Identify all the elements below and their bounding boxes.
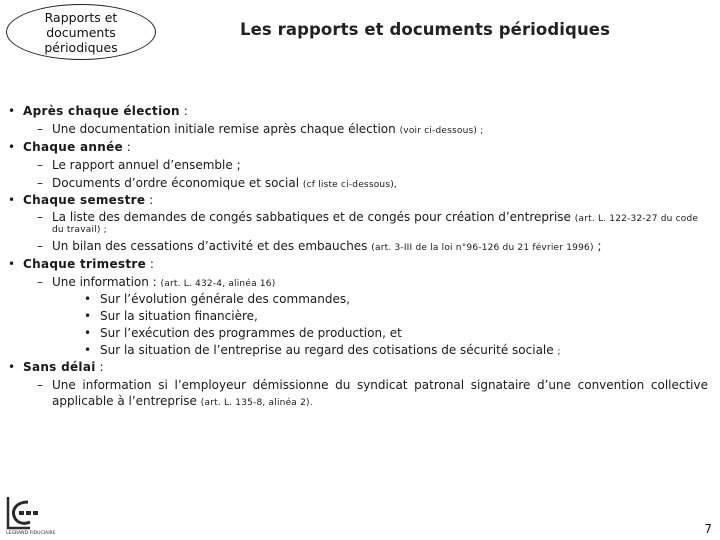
sub-sub-item: • Sur l’évolution générale des commandes, [84, 292, 350, 306]
dash-icon: – [37, 210, 43, 224]
bullet-icon: • [8, 360, 16, 374]
bullet-each-semester: • Chaque semestre : [8, 193, 154, 207]
dash-icon: – [37, 239, 43, 253]
dash-icon: – [37, 176, 43, 190]
dash-icon: – [37, 158, 43, 172]
bullet-label: Chaque semestre [23, 193, 146, 207]
dash-icon: – [37, 378, 43, 392]
sub-item: – Un bilan des cessations d’activité et des embauches (art. 3-III de la loi n°96-126 du 21 février 1996) ; [37, 239, 602, 253]
bullet-label: Après chaque élection [23, 104, 180, 118]
bullet-icon: • [8, 193, 16, 207]
sub-item: – Une information si l’employeur démissionne du syndicat patronal signataire d’une convention collective [37, 378, 708, 392]
bubble-line-1: Rapports et [44, 9, 118, 25]
bullet-label: Chaque trimestre [23, 257, 147, 271]
bullet-label: Sans délai [23, 360, 96, 374]
bullet-icon: • [84, 343, 92, 357]
sub-sub-item: • Sur la situation de l’entreprise au regard des cotisations de sécurité sociale ; [84, 343, 561, 357]
bullet-icon: • [8, 140, 16, 154]
page-title: Les rapports et documents périodiques [239, 20, 611, 39]
bubble-line-2: documents [46, 24, 116, 40]
logo-text: LEGRAND FIDUCIAIRE [6, 531, 56, 536]
sub-item: – Une documentation initiale remise après chaque élection (voir ci-dessous) ; [37, 122, 484, 136]
bullet-without-delay: • Sans délai : [8, 360, 104, 374]
sub-item-continuation: du travail) ; [52, 225, 107, 235]
bullet-label: Chaque année [23, 140, 123, 154]
sub-item: – Une information : (art. L. 432-4, alinéa 16) [37, 275, 276, 289]
bullet-each-quarter: • Chaque trimestre : [8, 257, 154, 271]
sub-item: – Le rapport annuel d’ensemble ; [37, 158, 241, 172]
bubble-line-3: périodiques [44, 39, 118, 55]
bullet-icon: • [84, 292, 92, 306]
dash-icon: – [37, 122, 43, 136]
bullet-icon: • [84, 326, 92, 340]
sub-sub-item: • Sur l’exécution des programmes de production, et [84, 326, 402, 340]
company-logo [4, 494, 74, 536]
dash-icon: – [37, 275, 43, 289]
sub-item-continuation: applicable à l’entreprise (art. L. 135-8, alinéa 2). [52, 394, 313, 408]
sub-item: – Documents d’ordre économique et social (cf liste ci-dessous), [37, 176, 397, 190]
page-number: 7 [704, 522, 712, 536]
bullet-each-year: • Chaque année : [8, 140, 131, 154]
bullet-after-election: • Après chaque élection : [8, 104, 188, 118]
bullet-icon: • [8, 257, 16, 271]
sub-item: – La liste des demandes de congés sabbatiques et de congés pour création d’entreprise (art. L. 122-32-27 du code [37, 210, 699, 224]
sub-sub-item: • Sur la situation financière, [84, 309, 258, 323]
bullet-icon: • [84, 309, 92, 323]
bullet-icon: • [8, 104, 16, 118]
logo-icon [4, 494, 74, 536]
section-bubble [6, 4, 156, 60]
